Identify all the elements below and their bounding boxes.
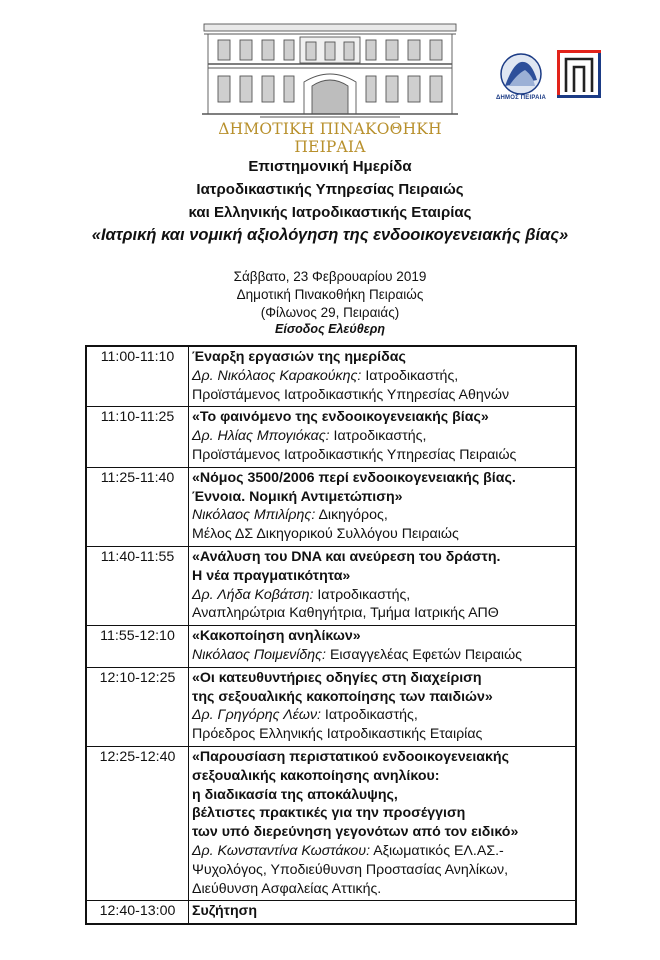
speaker-role-line [192,725,572,744]
session-topic: Έννοια. Νομική Αντιμετώπιση» [192,488,403,505]
session-content [189,626,577,668]
session-topic: «Ανάλυση του DNA και ανεύρεση του δράστη. [192,548,501,565]
speaker-line [192,646,572,665]
speaker-role: Διεύθυνση Ασφαλείας Αττικής. [192,880,382,897]
session-topic: σεξουαλικής κακοποίησης ανηλίκου: [192,767,440,784]
session-time: 12:40-13:00 [86,901,189,924]
speaker-line [192,842,572,861]
session-time: 12:25-12:40 [86,746,189,900]
pinakothiki-logo [557,50,601,98]
session-time: 12:10-12:25 [86,667,189,746]
speaker-role: Δικηγόρος, [315,507,388,524]
session-content [189,546,577,625]
speaker-role-line [192,861,572,880]
speaker-role: Ιατροδικαστής, [313,586,411,603]
gallery-building-illustration [200,22,460,120]
speaker-line [192,506,572,525]
speaker-name: Δρ. Ηλίας Μπογιόκας: [192,428,330,445]
speaker-role-line [192,525,572,544]
program-row [86,901,576,924]
municipality-caption: ΔΗΜΟΣ ΠΕΙΡΑΙΑ [495,95,547,101]
speaker-role: Εισαγγελέας Εφετών Πειραιώς [326,646,522,663]
speaker-role: Αξιωματικός ΕΛ.ΑΣ.- [370,842,504,859]
free-entry-note: Είσοδος Ελεύθερη [275,322,385,336]
session-topic: η διαδικασία της αποκάλυψης, [192,786,398,803]
header [0,0,660,156]
speaker-role: Ιατροδικαστής, [329,428,427,445]
program-row [86,626,576,668]
session-topic: «Παρουσίαση περιστατικού ενδοοικογενειακής [192,748,509,765]
speaker-role: Αναπληρώτρια Καθηγήτρια, Τμήμα Ιατρικής ΑΠΘ [192,605,499,622]
program-row [86,746,576,900]
session-time: 11:40-11:55 [86,546,189,625]
speaker-role-line [192,604,572,623]
event-subtitle: «Ιατρική και νομική αξιολόγηση της ενδοοικογενειακής βίας» [91,226,569,244]
speaker-name: Δρ. Νικόλαος Καρακούκης: [192,367,362,384]
speaker-role: Πρόεδρος Ελληνικής Ιατροδικαστικής Εταιρίας [192,726,483,743]
speaker-role-line [192,386,572,405]
speaker-role-line [192,446,572,465]
program-row [86,546,576,625]
speaker-name: Νικόλαος Ποιμενίδης: [192,646,326,663]
speaker-role-line [192,880,572,899]
session-topic: «Νόμος 3500/2006 περί ενδοοικογενειακής βίας. [192,469,516,486]
session-content [189,467,577,546]
speaker-role: Προϊστάμενος Ιατροδικαστικής Υπηρεσίας Αθηνών [192,386,510,403]
speaker-line [192,367,572,386]
event-address: (Φίλωνος 29, Πειραιάς) [260,305,400,320]
program-row [86,667,576,746]
session-content [189,407,577,467]
speaker-line [192,586,572,605]
gallery-name: ΔΗΜΟΤΙΚΗ ΠΙΝΑΚΟΘΗΚΗ ΠΕΙΡΑΙΑ [218,120,442,156]
speaker-role: Ιατροδικαστής, [361,367,459,384]
session-topic: «Κακοποίηση ανηλίκων» [192,628,361,645]
program-row [86,407,576,467]
session-topic: «Το φαινόμενο της ενδοοικογενειακής βίας» [192,409,489,426]
event-titles [0,155,660,247]
event-venue: Δημοτική Πινακοθήκη Πειραιώς [236,287,424,302]
speaker-line [192,706,572,725]
session-topic: «Οι κατευθυντήριες οδηγίες στη διαχείριση [192,669,482,686]
session-topic: Η νέα πραγματικότητα» [192,567,351,584]
session-time: 11:55-12:10 [86,626,189,668]
speaker-name: Νικόλαος Μπιλίρης: [192,507,316,524]
session-time: 11:00-11:10 [86,346,189,407]
speaker-name: Δρ. Κωνσταντίνα Κωστάκου: [192,842,371,859]
program-row [86,467,576,546]
program-body [86,346,576,924]
session-content [189,746,577,900]
session-content [189,667,577,746]
program-row [86,346,576,407]
speaker-role: Μέλος ΔΣ Δικηγορικού Συλλόγου Πειραιώς [192,526,459,543]
session-topic: των υπό διερεύνηση γεγονότων από τον ειδικό» [192,824,519,841]
session-topic: Συζήτηση [192,903,258,920]
speaker-role: Προϊστάμενος Ιατροδικαστικής Υπηρεσίας Πειραιώς [192,446,517,463]
session-time: 11:25-11:40 [86,467,189,546]
session-topic: Έναρξη εργασιών της ημερίδας [192,349,406,365]
session-time: 11:10-11:25 [86,407,189,467]
municipality-logo [495,52,547,102]
speaker-role: Ψυχολόγος, Υποδιεύθυνση Προστασίας Ανηλίκων, [192,861,509,878]
event-details [0,268,660,322]
speaker-line [192,427,572,446]
program-table [85,345,577,925]
session-content [189,901,577,924]
event-title: Επιστημονική Ημερίδα [248,158,412,175]
session-topic: της σεξουαλικής κακοποίησης των παιδιών» [192,688,493,705]
event-organizer-1: Ιατροδικαστικής Υπηρεσίας Πειραιώς [196,181,464,198]
session-topic: βέλτιστες πρακτικές για την προσέγγιση [192,805,466,822]
event-organizer-2: και Ελληνικής Ιατροδικαστικής Εταιρίας [188,204,472,221]
session-content [189,346,577,407]
event-date: Σάββατο, 23 Φεβρουαρίου 2019 [233,269,427,284]
speaker-role: Ιατροδικαστής, [320,707,418,724]
speaker-name: Δρ. Γρηγόρης Λέων: [192,707,321,724]
speaker-name: Δρ. Λήδα Κοβάτση: [192,586,314,603]
